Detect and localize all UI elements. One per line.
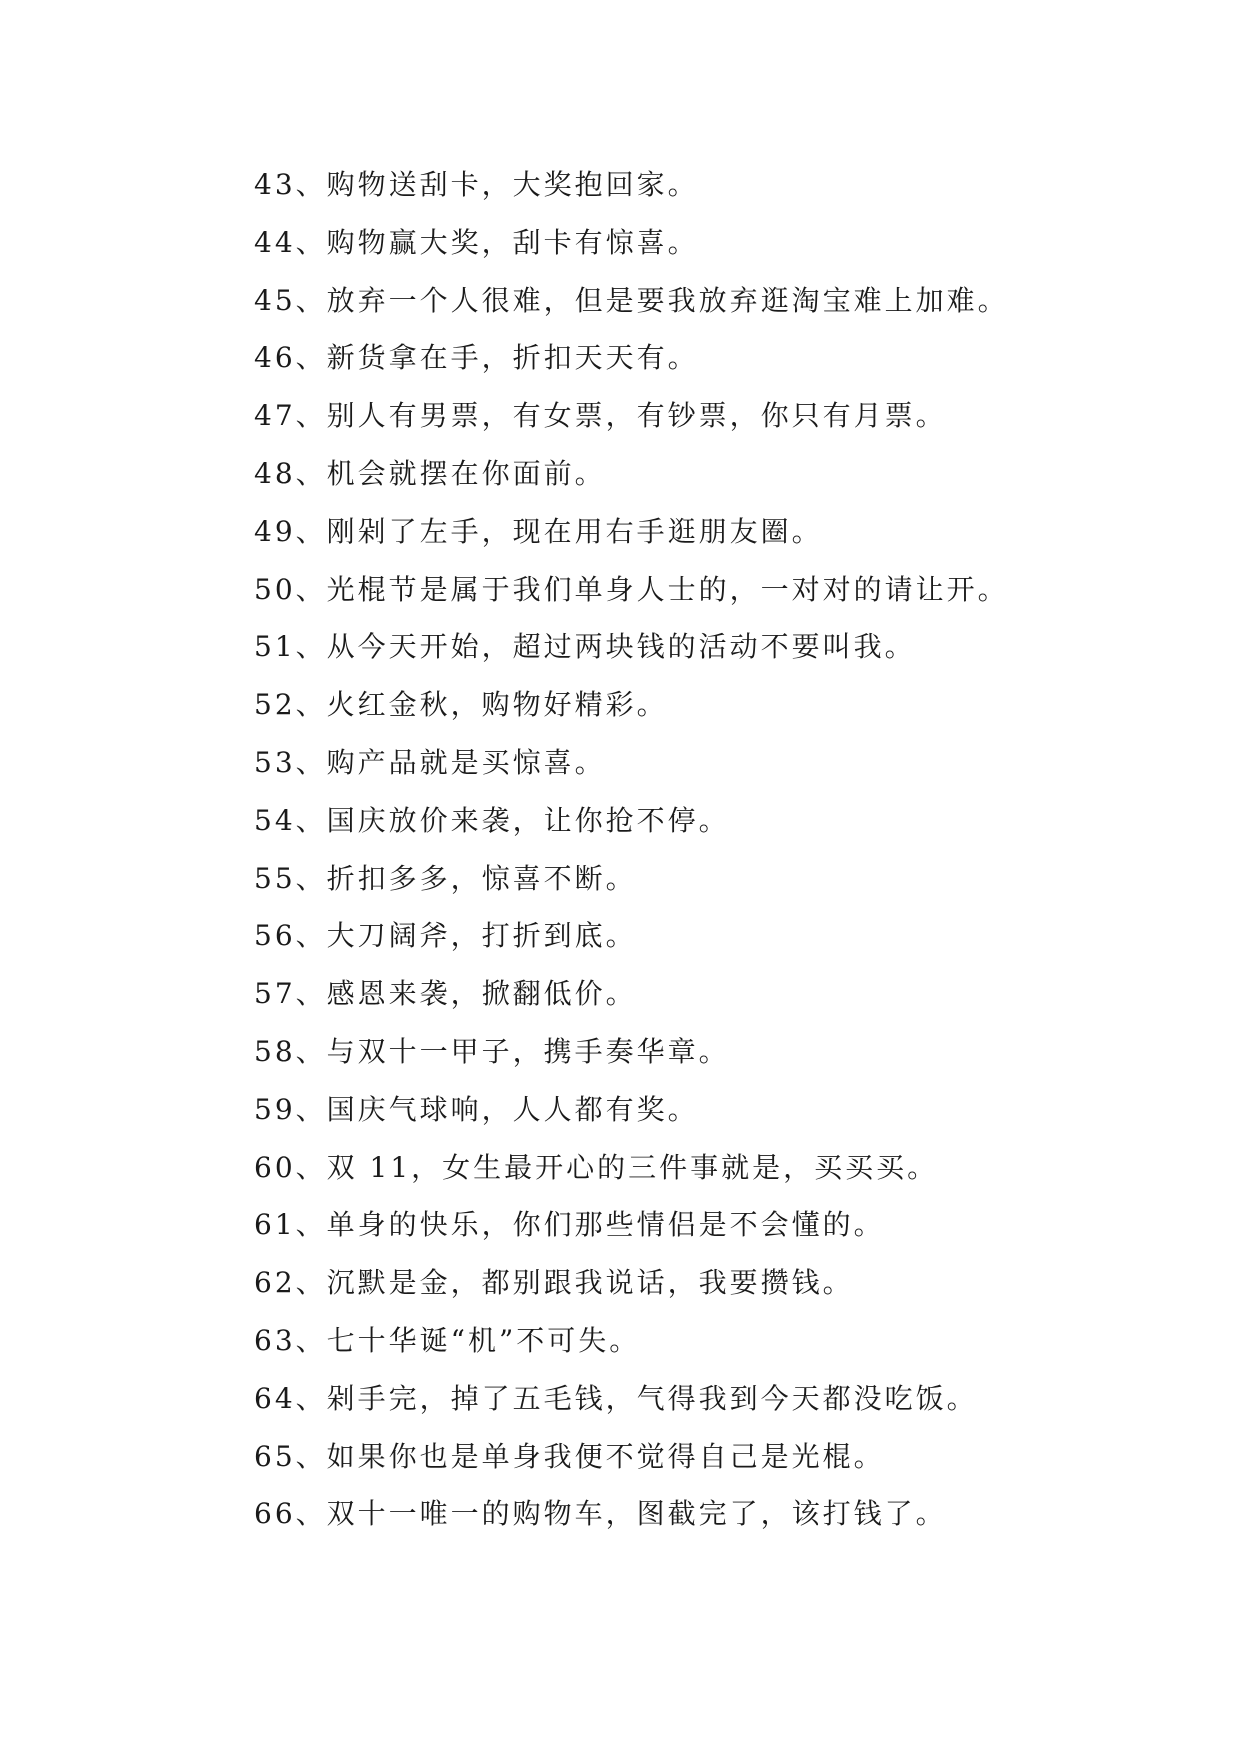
list-item: 47、别人有男票，有女票，有钞票，你只有月票。 (254, 399, 947, 433)
list-item: 60、双 11，女生最开心的三件事就是，买买买。 (254, 1150, 939, 1184)
list-item: 59、国庆气球响，人人都有奖。 (254, 1092, 699, 1126)
list-item: 54、国庆放价来袭，让你抢不停。 (254, 803, 730, 837)
list-item: 50、光棍节是属于我们单身人士的，一对对的请让开。 (254, 572, 1009, 606)
list-item: 56、大刀阔斧，打折到底。 (254, 919, 637, 953)
list-item: 52、火红金秋，购物好精彩。 (254, 688, 668, 722)
list-item: 45、放弃一个人很难，但是要我放弃逛淘宝难上加难。 (254, 283, 1009, 317)
list-item: 49、刚剁了左手，现在用右手逛朋友圈。 (254, 514, 823, 548)
list-item: 58、与双十一甲子，携手奏华章。 (254, 1034, 730, 1068)
list-item: 57、感恩来袭，掀翻低价。 (254, 977, 637, 1011)
list-item: 46、新货拿在手，折扣天天有。 (254, 341, 699, 375)
list-item: 43、购物送刮卡，大奖抱回家。 (254, 168, 699, 201)
list-item: 53、购产品就是买惊喜。 (254, 745, 606, 779)
list-item: 62、沉默是金，都别跟我说话，我要攒钱。 (254, 1266, 854, 1300)
list-item: 66、双十一唯一的购物车，图截完了，该打钱了。 (254, 1497, 947, 1531)
list-item: 64、剁手完，掉了五毛钱，气得我到今天都没吃饭。 (254, 1381, 978, 1415)
list-item: 44、购物赢大奖，刮卡有惊喜。 (254, 225, 699, 259)
slogan-list (254, 156, 1194, 1543)
list-item: 48、机会就摆在你面前。 (254, 456, 606, 490)
list-item: 55、折扣多多，惊喜不断。 (254, 861, 637, 895)
list-item: 63、七十华诞“机”不可失。 (254, 1323, 641, 1357)
list-item: 61、单身的快乐，你们那些情侣是不会懂的。 (254, 1208, 885, 1242)
list-item: 51、从今天开始，超过两块钱的活动不要叫我。 (254, 630, 916, 664)
list-item: 65、如果你也是单身我便不觉得自己是光棍。 (254, 1439, 885, 1473)
